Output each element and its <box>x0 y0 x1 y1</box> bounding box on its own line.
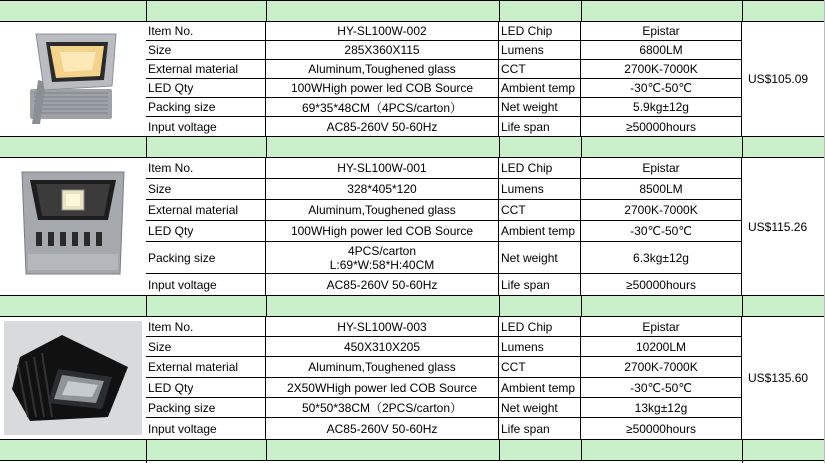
table-row <box>146 179 742 200</box>
packing-size-line-1: 4PCS/carton <box>347 243 417 258</box>
floodlight-001-photo <box>0 158 146 295</box>
label-size: Size <box>146 41 266 59</box>
label-size: Size <box>146 337 266 356</box>
separator-row <box>0 439 825 461</box>
value-item-no: HY-SL100W-001 <box>266 158 499 178</box>
value-led-chip: Epistar <box>581 317 742 336</box>
label-item-no: Item No. <box>146 317 266 336</box>
value-led-qty: 2X50WHigh power led COB Source <box>266 378 499 397</box>
table-row <box>146 398 742 418</box>
label-input-voltage: Input voltage <box>146 418 266 439</box>
value-net-weight: 13kg±12g <box>581 398 742 417</box>
spec-grid-2 <box>146 158 742 295</box>
spec-grid-3 <box>146 317 742 439</box>
value-net-weight: 6.3kg±12g <box>581 242 742 273</box>
label-led-chip: LED Chip <box>499 158 581 178</box>
label-external-material: External material <box>146 200 266 220</box>
value-size: 285X360X115 <box>266 41 499 59</box>
table-row <box>146 378 742 398</box>
table-row <box>146 98 742 117</box>
value-led-chip: Epistar <box>581 22 742 40</box>
label-led-chip: LED Chip <box>499 22 581 40</box>
label-net-weight: Net weight <box>499 98 581 116</box>
value-size: 328*405*120 <box>266 179 499 199</box>
value-life-span: ≥50000hours <box>581 418 742 439</box>
label-lumens: Lumens <box>499 41 581 59</box>
value-led-qty: 100WHigh power led COB Source <box>266 221 499 241</box>
label-cct: CCT <box>499 200 581 220</box>
label-ambient-temp: Ambient temp <box>499 221 581 241</box>
table-row <box>146 357 742 378</box>
product-image-cell <box>0 317 146 439</box>
separator-row <box>0 0 825 22</box>
separator-row <box>0 136 825 158</box>
table-row <box>146 158 742 179</box>
floodlight-003-photo <box>0 317 146 439</box>
price-cell: US$105.09 <box>748 72 809 86</box>
table-row <box>146 337 742 357</box>
table-row <box>146 221 742 242</box>
value-life-span: ≥50000hours <box>581 117 742 136</box>
product-image-cell <box>0 22 146 136</box>
floodlight-002-photo <box>0 22 146 136</box>
label-led-qty: LED Qty <box>146 221 266 241</box>
table-row <box>146 41 742 60</box>
table-row <box>146 22 742 41</box>
product-block-1 <box>0 22 825 136</box>
label-ambient-temp: Ambient temp <box>499 378 581 397</box>
product-block-3 <box>0 317 825 439</box>
value-cct: 2700K-7000K <box>581 60 742 78</box>
label-life-span: Life span <box>499 117 581 136</box>
label-net-weight: Net weight <box>499 242 581 273</box>
label-cct: CCT <box>499 60 581 78</box>
label-input-voltage: Input voltage <box>146 117 266 136</box>
value-cct: 2700K-7000K <box>581 200 742 220</box>
table-row <box>146 242 742 274</box>
value-ambient-temp: -30℃-50℃ <box>581 378 742 397</box>
label-led-qty: LED Qty <box>146 79 266 97</box>
value-lumens: 8500LM <box>581 179 742 199</box>
label-external-material: External material <box>146 60 266 78</box>
label-ambient-temp: Ambient temp <box>499 79 581 97</box>
label-life-span: Life span <box>499 274 581 295</box>
label-packing-size: Packing size <box>146 242 266 273</box>
value-cct: 2700K-7000K <box>581 357 742 377</box>
value-lumens: 6800LM <box>581 41 742 59</box>
label-packing-size: Packing size <box>146 398 266 417</box>
label-size: Size <box>146 179 266 199</box>
label-lumens: Lumens <box>499 337 581 356</box>
value-packing-size <box>266 242 499 273</box>
label-item-no: Item No. <box>146 22 266 40</box>
label-packing-size: Packing size <box>146 98 266 116</box>
price-cell: US$115.26 <box>748 219 808 234</box>
spec-grid-1 <box>146 22 742 136</box>
packing-size-line-2: L:69*W:58*H:40CM <box>329 257 435 272</box>
value-ambient-temp: -30℃-50℃ <box>581 79 742 97</box>
label-item-no: Item No. <box>146 158 266 178</box>
value-input-voltage: AC85-260V 50-60Hz <box>266 274 499 295</box>
label-net-weight: Net weight <box>499 398 581 417</box>
value-item-no: HY-SL100W-002 <box>266 22 499 40</box>
price-cell: US$135.60 <box>748 371 809 385</box>
value-external-material: Aluminum,Toughened glass <box>266 60 499 78</box>
table-row <box>146 60 742 79</box>
table-row <box>146 418 742 439</box>
table-row <box>146 200 742 221</box>
value-net-weight: 5.9kg±12g <box>581 98 742 116</box>
label-life-span: Life span <box>499 418 581 439</box>
label-led-chip: LED Chip <box>499 317 581 336</box>
value-size: 450X310X205 <box>266 337 499 356</box>
label-lumens: Lumens <box>499 179 581 199</box>
value-external-material: Aluminum,Toughened glass <box>266 357 499 377</box>
value-led-qty: 100WHigh power led COB Source <box>266 79 499 97</box>
value-external-material: Aluminum,Toughened glass <box>266 200 499 220</box>
label-external-material: External material <box>146 357 266 377</box>
value-item-no: HY-SL100W-003 <box>266 317 499 336</box>
separator-row <box>0 295 825 317</box>
value-packing-size: 50*50*38CM（2PCS/carton） <box>266 398 499 417</box>
table-row <box>146 79 742 98</box>
product-block-2 <box>0 158 825 295</box>
value-lumens: 10200LM <box>581 337 742 356</box>
table-row <box>146 317 742 337</box>
product-image-cell <box>0 158 146 295</box>
value-ambient-temp: -30℃-50℃ <box>581 221 742 241</box>
label-cct: CCT <box>499 357 581 377</box>
label-input-voltage: Input voltage <box>146 274 266 295</box>
value-life-span: ≥50000hours <box>581 274 742 295</box>
table-row <box>146 274 742 295</box>
value-input-voltage: AC85-260V 50-60Hz <box>266 117 499 136</box>
label-led-qty: LED Qty <box>146 378 266 397</box>
value-packing-size: 69*35*48CM（4PCS/carton） <box>266 98 499 116</box>
value-led-chip: Epistar <box>581 158 742 178</box>
table-row <box>146 117 742 136</box>
value-input-voltage: AC85-260V 50-60Hz <box>266 418 499 439</box>
